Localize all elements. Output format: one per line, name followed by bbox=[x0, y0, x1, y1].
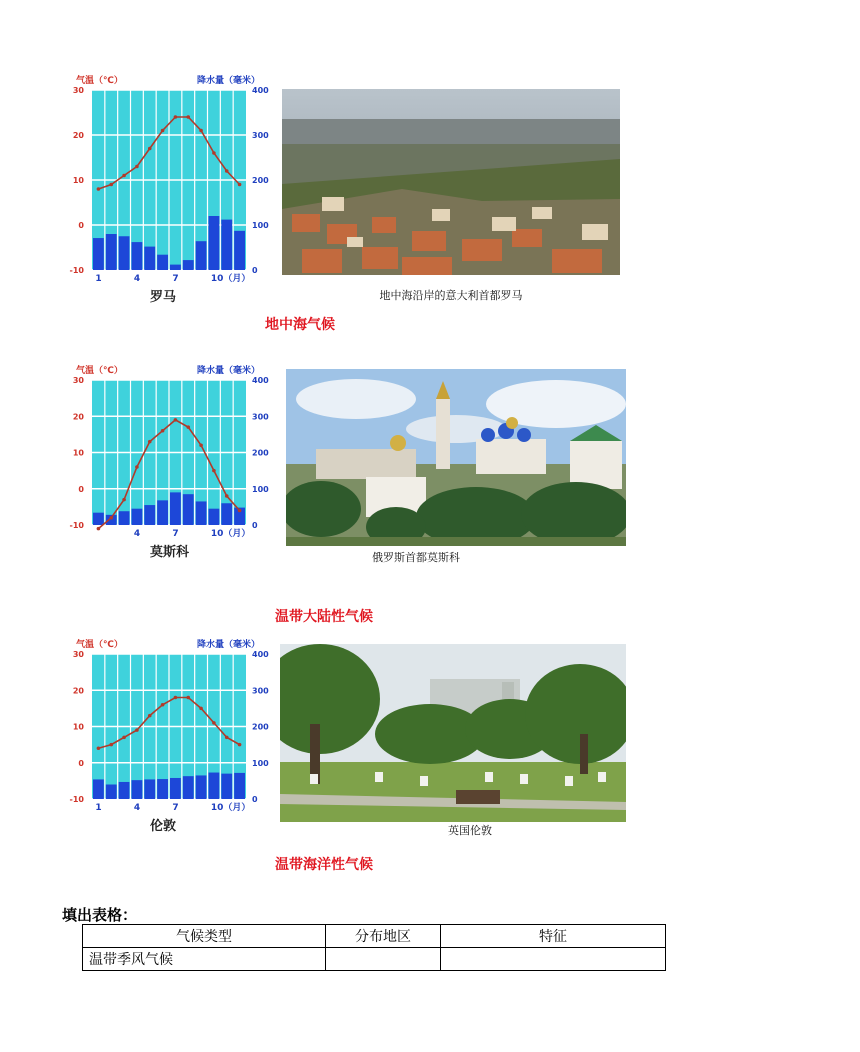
month-tick-label: 10（月） bbox=[210, 803, 251, 813]
precipitation-tick-label: 300 bbox=[252, 686, 269, 696]
precipitation-bar bbox=[196, 775, 207, 799]
precipitation-bar bbox=[119, 782, 130, 799]
city-name: 罗马 bbox=[150, 290, 177, 305]
precipitation-bar bbox=[106, 785, 117, 800]
temperature-tick-label: 30 bbox=[72, 650, 84, 659]
precipitation-bar bbox=[221, 774, 232, 799]
precipitation-tick-label: 300 bbox=[252, 412, 269, 422]
precipitation-tick-label: 400 bbox=[252, 86, 269, 95]
temperature-point bbox=[97, 746, 101, 750]
temperature-tick-label: 10 bbox=[72, 722, 84, 732]
temperature-point bbox=[238, 183, 242, 187]
climate-chart-svg bbox=[62, 362, 272, 567]
temperature-point bbox=[122, 736, 126, 740]
temperature-point bbox=[238, 743, 242, 747]
temperature-tick-label: -10 bbox=[69, 266, 84, 275]
precipitation-tick-label: 400 bbox=[252, 376, 269, 385]
climate-type-label-moscow: 温带大陆性气候 bbox=[275, 609, 373, 625]
month-tick-label: 4 bbox=[133, 274, 141, 284]
cell-features[interactable] bbox=[441, 948, 666, 971]
temperature-point bbox=[225, 494, 229, 498]
precipitation-tick-label: 0 bbox=[252, 266, 258, 275]
precipitation-bar bbox=[157, 255, 168, 270]
photo-rome bbox=[282, 89, 620, 275]
month-tick-label: 7 bbox=[172, 274, 179, 284]
temperature-point bbox=[225, 736, 229, 740]
precipitation-tick-label: 400 bbox=[252, 650, 269, 659]
precipitation-tick-label: 100 bbox=[252, 758, 269, 768]
header-climate-type: 气候类型 bbox=[83, 925, 326, 948]
precipitation-bar bbox=[93, 513, 104, 525]
photo-caption-rome: 地中海沿岸的意大利首都罗马 bbox=[379, 289, 523, 302]
climate-chart-rome bbox=[62, 72, 272, 312]
precipitation-tick-label: 100 bbox=[252, 484, 269, 494]
temperature-point bbox=[186, 425, 190, 429]
precipitation-tick-label: 200 bbox=[252, 448, 269, 458]
temperature-point bbox=[174, 696, 178, 700]
temperature-point bbox=[122, 498, 126, 502]
precipitation-bar bbox=[170, 778, 181, 799]
temperature-tick-label: -10 bbox=[69, 521, 84, 530]
precipitation-bar bbox=[196, 501, 207, 525]
precipitation-tick-label: 200 bbox=[252, 722, 269, 732]
precipitation-bar bbox=[106, 234, 117, 270]
city-landscape-image bbox=[280, 644, 626, 822]
temperature-point bbox=[199, 443, 203, 447]
month-tick-label: 7 bbox=[172, 803, 179, 813]
climate-chart-svg bbox=[62, 636, 272, 841]
precipitation-axis-label: 降水量（毫米） bbox=[196, 76, 260, 86]
city-name: 莫斯科 bbox=[150, 545, 190, 560]
temperature-tick-label: 0 bbox=[78, 221, 84, 230]
temperature-point bbox=[109, 183, 113, 187]
precipitation-bar bbox=[209, 509, 220, 525]
precipitation-bar bbox=[234, 231, 245, 270]
temperature-point bbox=[212, 151, 216, 155]
temperature-tick-label: 20 bbox=[72, 131, 84, 140]
precipitation-tick-label: 200 bbox=[252, 176, 269, 185]
temperature-point bbox=[135, 165, 139, 169]
month-tick-label: 10（月） bbox=[210, 529, 251, 539]
precipitation-bar bbox=[196, 241, 207, 270]
month-tick-label: 4 bbox=[133, 803, 141, 813]
precipitation-bar bbox=[221, 503, 232, 525]
precipitation-tick-label: 0 bbox=[252, 521, 258, 530]
temperature-point bbox=[225, 169, 229, 173]
precipitation-bar bbox=[183, 260, 194, 270]
precipitation-tick-label: 0 bbox=[252, 795, 258, 804]
temperature-tick-label: 20 bbox=[72, 412, 84, 422]
header-distribution-region: 分布地区 bbox=[326, 925, 441, 948]
temperature-tick-label: 0 bbox=[78, 758, 84, 768]
climate-fill-table bbox=[82, 924, 666, 971]
photo-caption-london: 英国伦敦 bbox=[448, 824, 492, 837]
precipitation-bar bbox=[119, 511, 130, 525]
temperature-tick-label: 30 bbox=[72, 376, 84, 385]
temperature-tick-label: 30 bbox=[72, 86, 84, 95]
precipitation-tick-label: 100 bbox=[252, 221, 269, 230]
photo-moscow bbox=[286, 369, 626, 546]
temperature-axis-label: 气温（℃） bbox=[76, 640, 123, 650]
temperature-tick-label: 0 bbox=[78, 484, 84, 494]
precipitation-bar bbox=[157, 500, 168, 525]
photo-london bbox=[280, 644, 626, 822]
cell-distribution-region[interactable] bbox=[326, 948, 441, 971]
precipitation-bar bbox=[183, 494, 194, 525]
climate-type-label-rome: 地中海气候 bbox=[265, 317, 335, 333]
precipitation-axis-label: 降水量（毫米） bbox=[196, 366, 260, 376]
temperature-point bbox=[135, 728, 139, 732]
precipitation-bar bbox=[221, 220, 232, 270]
cell-climate-type: 温带季风气候 bbox=[83, 948, 326, 971]
temperature-point bbox=[109, 516, 113, 520]
month-tick-label: 4 bbox=[133, 529, 141, 539]
temperature-point bbox=[122, 174, 126, 178]
precipitation-bar bbox=[93, 779, 104, 799]
precipitation-bar bbox=[144, 505, 155, 525]
table-row bbox=[83, 948, 666, 971]
precipitation-bar bbox=[170, 265, 181, 270]
climate-chart-svg bbox=[62, 72, 272, 312]
precipitation-bar bbox=[170, 492, 181, 525]
temperature-point bbox=[186, 115, 190, 119]
temperature-point bbox=[199, 129, 203, 133]
header-features: 特征 bbox=[441, 925, 666, 948]
city-landscape-image bbox=[282, 89, 620, 275]
month-tick-label: 1 bbox=[95, 274, 102, 284]
temperature-point bbox=[161, 129, 165, 133]
table-heading: 填出表格： bbox=[62, 906, 138, 924]
temperature-point bbox=[174, 418, 178, 422]
temperature-point bbox=[212, 721, 216, 725]
precipitation-tick-label: 300 bbox=[252, 131, 269, 140]
temperature-axis-label: 气温（℃） bbox=[76, 366, 123, 376]
temperature-point bbox=[186, 696, 190, 700]
temperature-point bbox=[212, 469, 216, 473]
month-tick-label: 7 bbox=[172, 529, 179, 539]
temperature-tick-label: 10 bbox=[72, 176, 84, 185]
temperature-point bbox=[97, 527, 101, 531]
temperature-point bbox=[97, 187, 101, 191]
precipitation-axis-label: 降水量（毫米） bbox=[196, 640, 260, 650]
temperature-point bbox=[148, 440, 152, 444]
precipitation-bar bbox=[209, 216, 220, 270]
temperature-point bbox=[161, 429, 165, 433]
temperature-tick-label: 20 bbox=[72, 686, 84, 696]
month-tick-label: 1 bbox=[95, 803, 102, 813]
precipitation-bar bbox=[132, 509, 143, 525]
month-tick-label: 10（月） bbox=[210, 274, 251, 284]
precipitation-bar bbox=[183, 776, 194, 799]
precipitation-bar bbox=[209, 773, 220, 799]
temperature-tick-label: 10 bbox=[72, 448, 84, 458]
temperature-tick-label: -10 bbox=[69, 795, 84, 804]
temperature-point bbox=[199, 707, 203, 711]
precipitation-bar bbox=[234, 773, 245, 799]
temperature-point bbox=[109, 743, 113, 747]
precipitation-bar bbox=[157, 779, 168, 799]
photo-caption-moscow: 俄罗斯首都莫斯科 bbox=[372, 551, 460, 564]
city-name: 伦敦 bbox=[150, 819, 177, 834]
temperature-point bbox=[148, 147, 152, 151]
precipitation-bar bbox=[144, 247, 155, 270]
climate-type-label-london: 温带海洋性气候 bbox=[275, 857, 373, 873]
precipitation-bar bbox=[119, 236, 130, 270]
precipitation-bar bbox=[93, 238, 104, 270]
precipitation-bar bbox=[144, 779, 155, 799]
climate-chart-moscow bbox=[62, 362, 272, 567]
precipitation-bar bbox=[132, 780, 143, 799]
temperature-point bbox=[135, 465, 139, 469]
climate-chart-london bbox=[62, 636, 272, 841]
temperature-point bbox=[174, 115, 178, 119]
city-landscape-image bbox=[286, 369, 626, 546]
precipitation-bar bbox=[132, 242, 143, 270]
temperature-point bbox=[238, 509, 242, 513]
temperature-axis-label: 气温（℃） bbox=[76, 76, 123, 86]
temperature-point bbox=[161, 703, 165, 707]
temperature-point bbox=[148, 714, 152, 718]
table-header-row bbox=[83, 925, 666, 948]
